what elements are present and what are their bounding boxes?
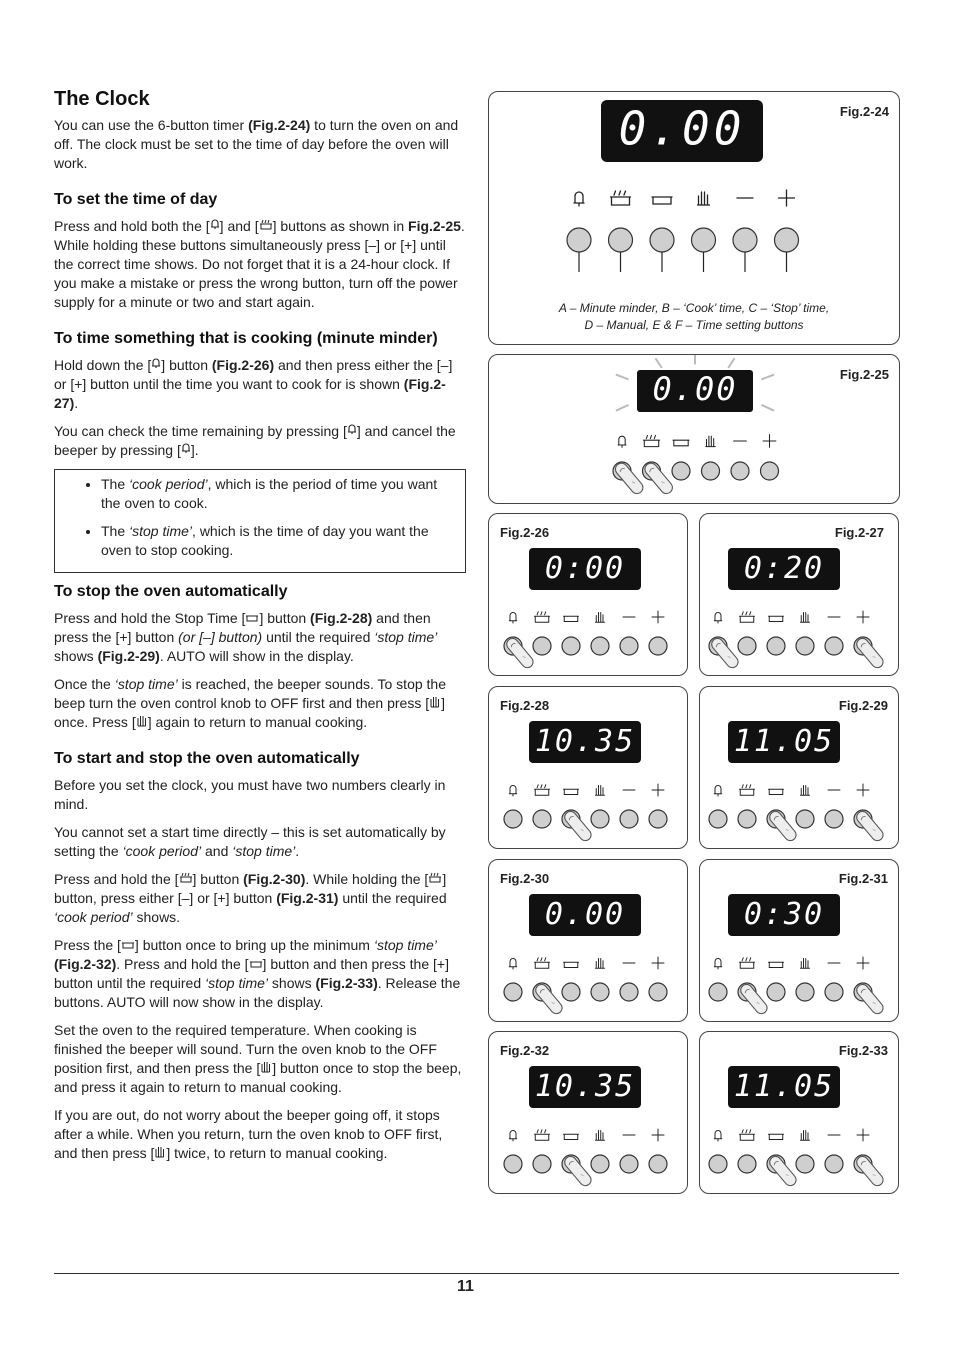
display-time: 11.05: [733, 1069, 835, 1105]
cook-time-icon: [740, 1130, 755, 1141]
manual-hand-icon: [596, 959, 605, 969]
stop-time-icon: [564, 616, 579, 621]
definitions-box: [54, 469, 466, 573]
intro-paragraph: You can use the 6-button timer (Fig.2-24) to turn the oven on and off. The clock must be set to the time of day before the oven will work.: [54, 117, 459, 171]
manual-hand-icon: [429, 695, 441, 708]
display-time: 0:00: [544, 551, 626, 587]
start-stop-paragraph-5: Set the oven to the required temperature. When cooking is finished the beeper will sound. Turn the oven knob to the OFF position first, and then press the [ ] button once to stop the beep, and press it again to return to manual cooking.: [54, 1022, 462, 1095]
timer-button-1[interactable]: [567, 228, 591, 272]
manual-hand-icon: [706, 436, 716, 446]
figure-2-33: [699, 1031, 899, 1194]
manual-hand-icon: [801, 1131, 810, 1141]
display-time: 11.05: [733, 724, 835, 760]
timer-display: [529, 1066, 641, 1108]
start-stop-paragraph-6: If you are out, do not worry about the beeper going off, it stops after a while. When you return, turn the oven knob to OFF first, and then press [ ] twice, to return to manual cooking.: [54, 1107, 443, 1161]
figure-label: Fig.2-25: [839, 367, 889, 382]
manual-hand-icon: [698, 192, 710, 205]
stop-auto-paragraph-1: Press and hold the Stop Time [ ] button (Fig.2-28) and then press the [+] button (or [–] button) until the required ‘stop time’ shows (Fig.2-29). AUTO will show in the display.: [54, 610, 438, 664]
cook-time-icon: [179, 872, 193, 884]
plus-icon: [857, 611, 869, 623]
figure-2-29: [699, 686, 899, 849]
timer-button-1[interactable]: [504, 983, 522, 1001]
cook-time-icon: [740, 785, 755, 796]
bell-icon: [210, 218, 220, 231]
timer-button-4[interactable]: [796, 983, 814, 1001]
figure-label: Fig.2-31: [838, 871, 888, 886]
stop-time-icon: [245, 613, 259, 623]
start-stop-heading: To start and stop the oven automatically: [54, 750, 360, 767]
figure-label: Fig.2-26: [500, 525, 550, 540]
figure-2-27: [699, 513, 899, 676]
stop-time-icon: [673, 440, 689, 446]
figure-2-31: [699, 859, 899, 1022]
display-time: 0:30: [743, 897, 825, 933]
cook-time-icon: [740, 612, 755, 623]
timer-button-4[interactable]: [692, 228, 716, 272]
manual-hand-icon: [596, 613, 605, 623]
timer-button-4[interactable]: [796, 637, 814, 655]
bell-icon: [509, 959, 517, 970]
stop-time-icon: [769, 789, 784, 794]
display-time: 0.00: [618, 101, 746, 156]
timer-button-3[interactable]: [767, 637, 785, 655]
timer-button-3[interactable]: [650, 228, 674, 272]
timer-button-5[interactable]: [620, 1155, 638, 1173]
timer-button-2[interactable]: [609, 228, 633, 272]
figure-label: Fig.2-27: [834, 525, 884, 540]
timer-button-3[interactable]: [672, 462, 690, 480]
cook-time-icon: [428, 872, 442, 884]
timer-display: [529, 548, 641, 590]
cook-time-icon: [611, 191, 631, 205]
timer-button-5[interactable]: [620, 983, 638, 1001]
stop-time-icon: [564, 962, 579, 967]
timer-button-2[interactable]: [738, 1155, 756, 1173]
stop-time-icon: [564, 789, 579, 794]
timer-display: [728, 721, 840, 763]
timer-button-5[interactable]: [733, 228, 757, 272]
bell-icon: [714, 959, 722, 970]
figure-2-24: [488, 91, 900, 345]
stop-time-icon: [769, 1134, 784, 1139]
display-time: 0.00: [544, 897, 626, 933]
timer-button-4[interactable]: [591, 1155, 609, 1173]
plus-icon: [857, 957, 869, 969]
timer-display: [601, 100, 763, 162]
timer-display: [637, 370, 753, 412]
bell-icon: [574, 192, 584, 206]
start-stop-paragraph-4: Press the [ ] button once to bring up the minimum ‘stop time’ (Fig.2-32). Press and hold the [ ] button and then press the [+] button until the required ‘stop time’ shows (Fig.2-33). Release the buttons. AUTO will now show in the display.: [54, 937, 461, 1010]
timer-button-4[interactable]: [702, 462, 720, 480]
plus-icon: [857, 1129, 869, 1141]
timer-button-5[interactable]: [825, 810, 843, 828]
manual-hand-icon: [136, 714, 148, 727]
stop-time-icon: [564, 1134, 579, 1139]
timer-button-5[interactable]: [825, 637, 843, 655]
manual-hand-icon: [801, 786, 810, 796]
timer-button-2[interactable]: [533, 637, 551, 655]
figure-label: Fig.2-30: [500, 871, 550, 886]
timer-button-3[interactable]: [767, 983, 785, 1001]
timer-display: [529, 894, 641, 936]
bell-icon: [509, 786, 517, 797]
stop-time-definition: • The ‘stop time’, which is the time of day you want the oven to stop cooking.: [101, 522, 455, 560]
figure-2-32: [488, 1031, 688, 1194]
start-stop-paragraph-2: You cannot set a start time directly – this is set automatically by setting the ‘cook period’ and ‘stop time’.: [54, 824, 446, 859]
footer-rule: [54, 1273, 899, 1274]
timer-button-6[interactable]: [649, 1155, 667, 1173]
manual-hand-icon: [260, 1060, 272, 1073]
plus-icon: [652, 611, 664, 623]
timer-button-2[interactable]: [738, 637, 756, 655]
plus-icon: [652, 784, 664, 796]
cook-time-icon: [535, 612, 550, 623]
stop-time-icon: [249, 959, 263, 969]
figure-2-30: [488, 859, 688, 1022]
cook-period-definition: • The ‘cook period’, which is the period of time you want the oven to cook.: [101, 475, 455, 513]
timer-display: [529, 721, 641, 763]
timer-button-5[interactable]: [825, 983, 843, 1001]
bell-icon: [509, 613, 517, 624]
start-stop-paragraph-1: Before you set the clock, you must have two numbers clearly in mind.: [54, 777, 446, 812]
timer-button-6[interactable]: [649, 637, 667, 655]
page-number: 11: [457, 1278, 474, 1295]
figure-label: Fig.2-29: [838, 698, 888, 713]
bell-icon: [618, 436, 626, 447]
timer-button-1[interactable]: [709, 810, 727, 828]
figure-label: Fig.2-28: [500, 698, 550, 713]
start-stop-paragraph-3: Press and hold the [ ] button (Fig.2-30). While holding the [ ] button, press either [–] or [+] button (Fig.2-31) until the required ‘cook period’ shows.: [54, 871, 447, 925]
stop-auto-heading: To stop the oven automatically: [54, 583, 288, 600]
stop-auto-paragraph-2: Once the ‘stop time’ is reached, the beeper sounds. To stop the beep turn the oven control knob to OFF first and then press [ ] once. Press [ ] again to return to manual cooking.: [54, 676, 446, 730]
timer-button-4[interactable]: [591, 810, 609, 828]
stop-time-icon: [121, 940, 135, 950]
timer-button-4[interactable]: [796, 810, 814, 828]
manual-hand-icon: [596, 786, 605, 796]
stop-time-icon: [769, 962, 784, 967]
text-column: [54, 86, 466, 1172]
cook-time-icon: [535, 1130, 550, 1141]
set-time-paragraph: Press and hold both the [ ] and [ ] buttons as shown in Fig.2-25. While holding these buttons simultaneously press [–] or [+] until the correct time shows. Do not forget that it is a 24-hour clock. If you make a mistake or press the wrong button, turn off the power supply for a minute or two and start again.: [54, 218, 465, 310]
timer-button-6[interactable]: [775, 228, 799, 272]
timer-button-2[interactable]: [533, 1155, 551, 1173]
figure-caption: A – Minute minder, B – ‘Cook’ time, C – ‘Stop’ time, D – Manual, E & F – Time setting buttons: [558, 301, 830, 332]
timer-button-6[interactable]: [649, 983, 667, 1001]
timer-button-4[interactable]: [591, 983, 609, 1001]
minute-minder-paragraph-1: Hold down the [ ] button (Fig.2-26) and then press either the [–] or [+] button until the time you want to cook for is shown (Fig.2-27).: [54, 357, 453, 411]
timer-button-6[interactable]: [649, 810, 667, 828]
bell-icon: [714, 786, 722, 797]
timer-button-6[interactable]: [761, 462, 779, 480]
timer-button-5[interactable]: [620, 637, 638, 655]
figure-label: Fig.2-33: [838, 1043, 888, 1058]
timer-button-5[interactable]: [620, 810, 638, 828]
display-time: 0.00: [652, 370, 738, 409]
timer-button-1[interactable]: [504, 810, 522, 828]
cook-time-icon: [259, 219, 273, 231]
bell-icon: [151, 357, 161, 370]
timer-button-3[interactable]: [562, 637, 580, 655]
figure-label: Fig.2-32: [500, 1043, 550, 1058]
stop-time-icon: [652, 197, 672, 204]
figure-2-25: [488, 354, 900, 504]
plus-icon: [652, 1129, 664, 1141]
minute-minder-paragraph-2: You can check the time remaining by pressing [ ] and cancel the beeper by pressing [ ].: [54, 423, 456, 458]
manual-hand-icon: [801, 959, 810, 969]
timer-display: [728, 894, 840, 936]
bell-icon: [347, 423, 357, 436]
timer-button-2[interactable]: [533, 810, 551, 828]
display-time: 0:20: [743, 551, 825, 587]
figure-label: Fig.2-24: [839, 104, 889, 119]
manual-hand-icon: [801, 613, 810, 623]
display-time: 10.35: [534, 1069, 636, 1105]
manual-hand-icon: [596, 1131, 605, 1141]
minute-minder-heading: To time something that is cooking (minute minder): [54, 330, 438, 347]
set-time-heading: To set the time of day: [54, 191, 218, 208]
manual-hand-icon: [154, 1145, 166, 1158]
bell-icon: [714, 613, 722, 624]
timer-display: [728, 548, 840, 590]
timer-button-1[interactable]: [504, 1155, 522, 1173]
cook-time-icon: [535, 958, 550, 969]
cook-time-icon: [535, 785, 550, 796]
figure-2-26: [488, 513, 688, 676]
plus-icon: [779, 190, 795, 206]
timer-button-5[interactable]: [731, 462, 749, 480]
bell-icon: [509, 1131, 517, 1142]
timer-button-1[interactable]: [709, 983, 727, 1001]
plus-icon: [652, 957, 664, 969]
timer-button-5[interactable]: [825, 1155, 843, 1173]
timer-button-4[interactable]: [591, 637, 609, 655]
timer-button-4[interactable]: [796, 1155, 814, 1173]
timer-button-2[interactable]: [738, 810, 756, 828]
bell-icon: [181, 442, 191, 455]
stop-time-icon: [769, 616, 784, 621]
timer-button-3[interactable]: [562, 983, 580, 1001]
figure-2-28: [488, 686, 688, 849]
timer-panel: [489, 355, 899, 503]
timer-display: [728, 1066, 840, 1108]
display-time: 10.35: [534, 724, 636, 760]
cook-time-icon: [740, 958, 755, 969]
timer-button-1[interactable]: [709, 1155, 727, 1173]
plus-icon: [763, 435, 776, 448]
bell-icon: [714, 1131, 722, 1142]
page-title: The Clock: [54, 88, 150, 110]
plus-icon: [857, 784, 869, 796]
cook-time-icon: [644, 435, 660, 446]
